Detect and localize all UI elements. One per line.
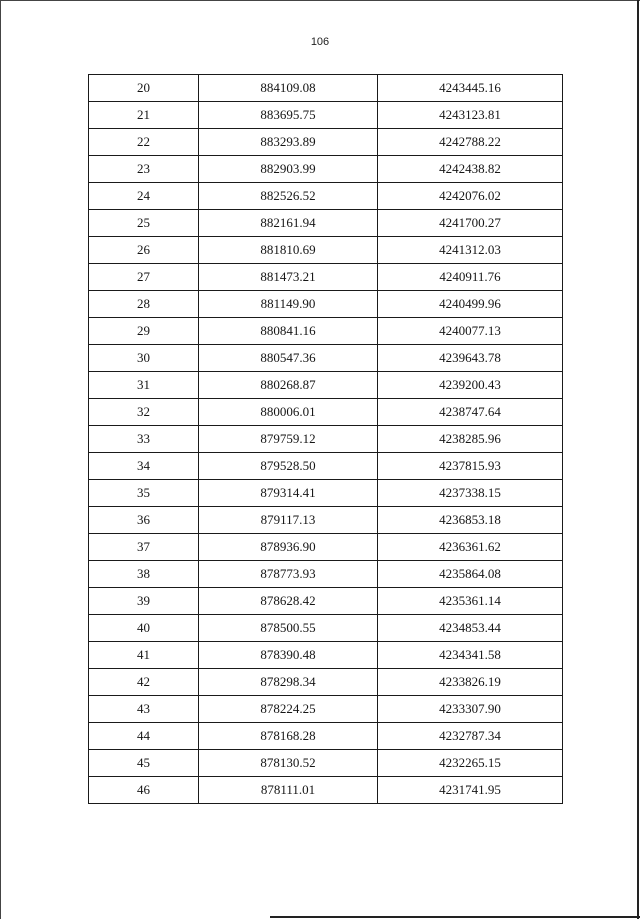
table-row: [89, 210, 563, 237]
y-coordinate-cell: 4234853.44: [378, 615, 563, 642]
point-number-cell: 38: [89, 561, 199, 588]
table-row: [89, 534, 563, 561]
y-coordinate-cell: 4236853.18: [378, 507, 563, 534]
page-border-right: [637, 0, 639, 919]
point-number-cell: 23: [89, 156, 199, 183]
x-coordinate-cell: 878936.90: [199, 534, 378, 561]
point-number-cell: 33: [89, 426, 199, 453]
y-coordinate-cell: 4236361.62: [378, 534, 563, 561]
y-coordinate-cell: 4243123.81: [378, 102, 563, 129]
x-coordinate-cell: 882161.94: [199, 210, 378, 237]
y-coordinate-cell: 4235864.08: [378, 561, 563, 588]
x-coordinate-cell: 880006.01: [199, 399, 378, 426]
page-border-bottom: [270, 916, 640, 918]
x-coordinate-cell: 880268.87: [199, 372, 378, 399]
point-number-cell: 30: [89, 345, 199, 372]
point-number-cell: 41: [89, 642, 199, 669]
point-number-cell: 26: [89, 237, 199, 264]
table-row: [89, 561, 563, 588]
x-coordinate-cell: 878224.25: [199, 696, 378, 723]
x-coordinate-cell: 878298.34: [199, 669, 378, 696]
y-coordinate-cell: 4233826.19: [378, 669, 563, 696]
table-row: [89, 399, 563, 426]
table-row: [89, 318, 563, 345]
x-coordinate-cell: 878773.93: [199, 561, 378, 588]
x-coordinate-cell: 881473.21: [199, 264, 378, 291]
x-coordinate-cell: 883293.89: [199, 129, 378, 156]
point-number-cell: 24: [89, 183, 199, 210]
x-coordinate-cell: 881149.90: [199, 291, 378, 318]
point-number-cell: 42: [89, 669, 199, 696]
table-row: [89, 183, 563, 210]
table-row: [89, 237, 563, 264]
table-row: [89, 777, 563, 804]
point-number-cell: 29: [89, 318, 199, 345]
coordinate-table-body: [89, 75, 563, 804]
table-row: [89, 345, 563, 372]
table-row: [89, 750, 563, 777]
table-row: [89, 480, 563, 507]
table-row: [89, 129, 563, 156]
x-coordinate-cell: 882526.52: [199, 183, 378, 210]
x-coordinate-cell: 878628.42: [199, 588, 378, 615]
table-row: [89, 75, 563, 102]
y-coordinate-cell: 4239643.78: [378, 345, 563, 372]
y-coordinate-cell: 4239200.43: [378, 372, 563, 399]
point-number-cell: 27: [89, 264, 199, 291]
x-coordinate-cell: 882903.99: [199, 156, 378, 183]
point-number-cell: 20: [89, 75, 199, 102]
x-coordinate-cell: 881810.69: [199, 237, 378, 264]
y-coordinate-cell: 4242788.22: [378, 129, 563, 156]
table-row: [89, 156, 563, 183]
point-number-cell: 44: [89, 723, 199, 750]
x-coordinate-cell: 878111.01: [199, 777, 378, 804]
y-coordinate-cell: 4233307.90: [378, 696, 563, 723]
x-coordinate-cell: 879528.50: [199, 453, 378, 480]
point-number-cell: 37: [89, 534, 199, 561]
table-row: [89, 642, 563, 669]
table-row: [89, 264, 563, 291]
point-number-cell: 43: [89, 696, 199, 723]
table-row: [89, 588, 563, 615]
point-number-cell: 46: [89, 777, 199, 804]
coordinate-table: [88, 74, 563, 804]
x-coordinate-cell: 880841.16: [199, 318, 378, 345]
y-coordinate-cell: 4242076.02: [378, 183, 563, 210]
y-coordinate-cell: 4232787.34: [378, 723, 563, 750]
point-number-cell: 34: [89, 453, 199, 480]
x-coordinate-cell: 879759.12: [199, 426, 378, 453]
table-row: [89, 453, 563, 480]
table-row: [89, 507, 563, 534]
y-coordinate-cell: 4241312.03: [378, 237, 563, 264]
x-coordinate-cell: 878390.48: [199, 642, 378, 669]
y-coordinate-cell: 4238285.96: [378, 426, 563, 453]
point-number-cell: 22: [89, 129, 199, 156]
point-number-cell: 25: [89, 210, 199, 237]
y-coordinate-cell: 4242438.82: [378, 156, 563, 183]
table-row: [89, 669, 563, 696]
x-coordinate-cell: 878500.55: [199, 615, 378, 642]
table-row: [89, 615, 563, 642]
table-row: [89, 426, 563, 453]
y-coordinate-cell: 4231741.95: [378, 777, 563, 804]
point-number-cell: 21: [89, 102, 199, 129]
table-row: [89, 723, 563, 750]
point-number-cell: 45: [89, 750, 199, 777]
x-coordinate-cell: 878130.52: [199, 750, 378, 777]
y-coordinate-cell: 4241700.27: [378, 210, 563, 237]
x-coordinate-cell: 879117.13: [199, 507, 378, 534]
table-row: [89, 372, 563, 399]
table-row: [89, 102, 563, 129]
point-number-cell: 28: [89, 291, 199, 318]
y-coordinate-cell: 4240077.13: [378, 318, 563, 345]
y-coordinate-cell: 4240911.76: [378, 264, 563, 291]
page-border-left: [0, 0, 1, 919]
x-coordinate-cell: 880547.36: [199, 345, 378, 372]
point-number-cell: 40: [89, 615, 199, 642]
page-border-top: [0, 0, 640, 1]
y-coordinate-cell: 4235361.14: [378, 588, 563, 615]
page-number: 106: [310, 36, 330, 48]
y-coordinate-cell: 4238747.64: [378, 399, 563, 426]
y-coordinate-cell: 4237338.15: [378, 480, 563, 507]
x-coordinate-cell: 879314.41: [199, 480, 378, 507]
table-row: [89, 291, 563, 318]
y-coordinate-cell: 4243445.16: [378, 75, 563, 102]
y-coordinate-cell: 4234341.58: [378, 642, 563, 669]
table-row: [89, 696, 563, 723]
y-coordinate-cell: 4240499.96: [378, 291, 563, 318]
point-number-cell: 32: [89, 399, 199, 426]
x-coordinate-cell: 878168.28: [199, 723, 378, 750]
point-number-cell: 36: [89, 507, 199, 534]
y-coordinate-cell: 4232265.15: [378, 750, 563, 777]
x-coordinate-cell: 884109.08: [199, 75, 378, 102]
point-number-cell: 31: [89, 372, 199, 399]
point-number-cell: 39: [89, 588, 199, 615]
y-coordinate-cell: 4237815.93: [378, 453, 563, 480]
point-number-cell: 35: [89, 480, 199, 507]
x-coordinate-cell: 883695.75: [199, 102, 378, 129]
